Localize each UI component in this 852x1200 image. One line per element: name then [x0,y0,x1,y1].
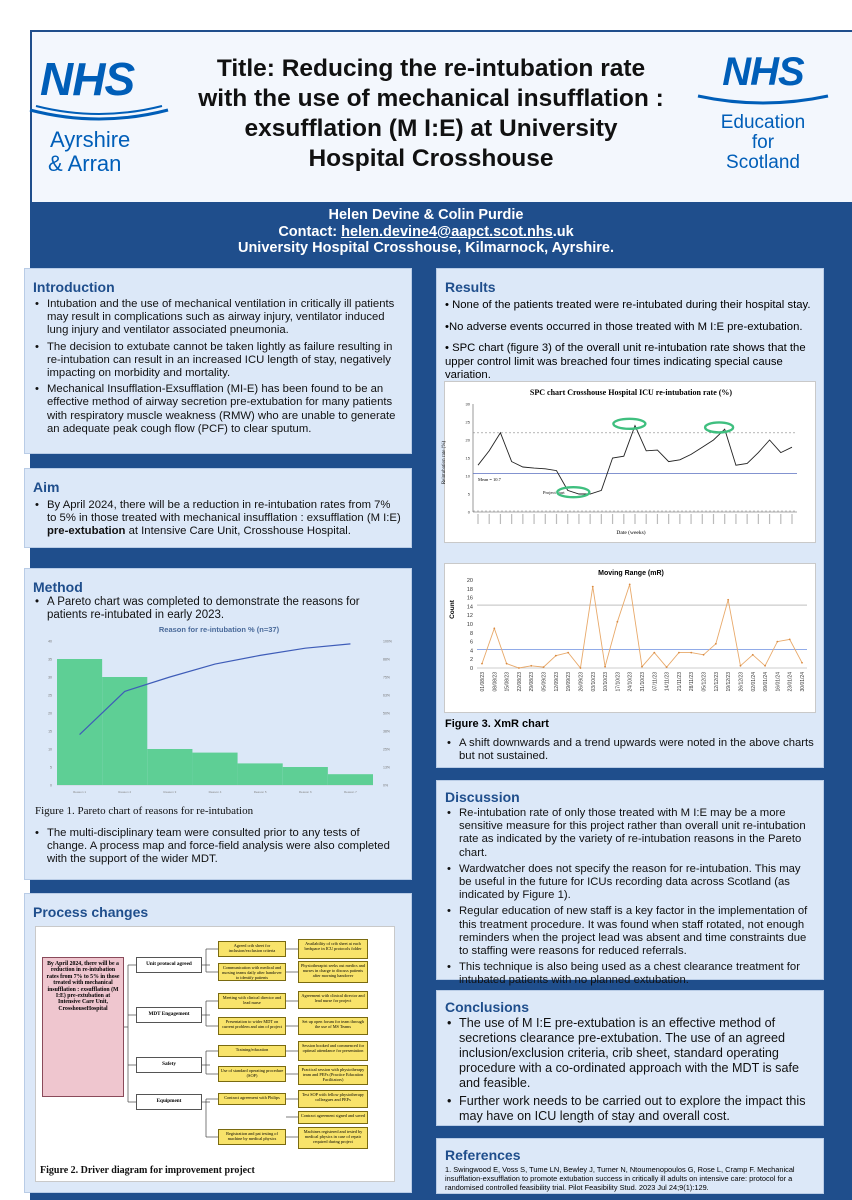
figure2-caption: Figure 2. Driver diagram for improvement project [40,1165,255,1176]
pareto-y-tick: 0 [50,783,52,788]
primary-driver: Safety [136,1057,202,1073]
pareto-y2-tick: 88% [383,657,391,662]
primary-driver: Equipment [136,1094,202,1110]
mr-y-tick: 18 [466,586,473,593]
change-idea: Test SOP with fellow physiotherapy colleagues and PEFs [298,1090,368,1108]
mr-point [715,643,717,645]
mr-point [567,652,569,654]
pareto-category-label: Reason 3 [163,790,177,794]
mr-date-label: 24/10/23 [627,672,634,692]
mr-point [481,663,483,665]
aim-text-end: at Intensive Care Unit, Crosshouse Hospital. [125,525,351,538]
change-idea: Availability of crib sheet at each bedspace in ICU protocols folder [298,939,368,959]
pareto-y-tick: 35 [48,657,52,662]
pareto-bar [192,753,237,785]
mr-date-label: 26/09/23 [578,672,585,692]
spc-xlabel: Date (weeks) [616,530,646,536]
pareto-category-label: Reason 7 [344,790,357,794]
mr-chart [444,563,816,713]
mr-date-label: 21/11/23 [676,672,683,692]
mr-point [703,654,705,656]
introduction-panel [24,268,412,454]
mr-y-tick: 6 [469,639,473,646]
references-title: References [445,1147,521,1163]
mr-date-label: 12/12/23 [713,672,720,692]
contact-label: Contact: [278,223,342,240]
mr-date-label: 26/12/23 [738,672,745,692]
intro-bullet: • The decision to extubate cannot be taken lightly as failure resulting in re-intubation can result in an increased ICU length of stay, negatively impacting on morbidity and mortality. [33,341,403,381]
mr-svg [445,564,817,714]
primary-driver: MDT Engagement [136,1007,202,1023]
spc-ylabel: Reintubation rate (%) [442,440,448,485]
results-bullet: •No adverse events occurred in those treated with M I:E pre-extubation. [445,320,803,333]
spc-y-tick: 5 [467,491,470,497]
arran-line: & Arran [48,151,122,176]
secondary-driver: Communication with medical and nursing teams daily after handover to identify patients [218,963,286,981]
poster-title: Title: Reducing the re-intubation rate with the use of mechanical insufflation : exsufflation (M I:E) at University Hospital Crosshouse [198,55,664,172]
discussion-title: Discussion [445,789,520,805]
mr-date-label: 28/11/23 [689,672,696,692]
mr-date-label: 05/09/23 [541,672,548,692]
mr-point [764,665,766,667]
change-idea: Agreement with clinical director and lead nurse for project [298,991,368,1009]
pareto-y2-tick: 38% [383,729,391,734]
mr-date-label: 19/12/23 [726,672,733,692]
aim-text: By April 2024, there will be a reduction in re-intubation rates from 7% to 5% in those treated with mechanical insufflation : exsufflation (M I:E) [47,499,401,525]
pareto-y2-tick: 63% [383,693,391,698]
mr-date-label: 17/10/23 [615,672,622,692]
results-title: Results [445,279,496,295]
spc-highlight-ellipse [613,419,645,429]
method-bullet: • A Pareto chart was completed to demonstrate the reasons for patients re-intubated in early 2023. [33,596,403,622]
pareto-y-tick: 40 [48,639,52,644]
pareto-bar [238,763,283,785]
authors-block [0,207,852,257]
spc-chart [444,381,816,543]
spc-project-label: Project start [543,490,565,495]
mr-date-label: 15/08/23 [504,672,511,692]
reference-item: 1. Swingwood E, Voss S, Tume LN, Bewley J, Turner N, Ntoumenopoulos G, Rose L, Cramp F. Mechanical insufflation-exsufflation to promote extubation success in critically ill adults on intensive care: protocol for a randomised controlled feasibility trial. Pilot Feasibility Stud. 2023 Jul 24;9(1):129. [445,1165,795,1192]
mr-y-tick: 16 [466,595,473,602]
mr-y-tick: 10 [466,622,473,628]
results-panel [436,268,824,768]
pareto-y-tick: 10 [48,747,52,752]
pareto-chart [35,625,403,805]
mr-y-tick: 14 [466,604,473,611]
aim-title: Aim [33,479,60,495]
mr-y-tick: 20 [466,578,473,584]
email-tail: .uk [552,223,574,240]
pareto-y-tick: 15 [48,729,52,734]
spc-y-tick: 20 [465,437,470,443]
results-text: No adverse events occurred in those treated with M I:E pre-extubation. [448,320,803,333]
mr-date-label: 14/11/23 [664,672,671,692]
mr-point [789,639,791,641]
change-idea: Practical session with physiotherapy team and PEFs (Practice Education Facilitators) [298,1065,368,1085]
pareto-y-tick: 25 [48,693,52,698]
nhs-logo-text: NHS [40,53,135,105]
intro-bullet: • Mechanical Insufflation-Exsufflation (MI-E) has been found to be an effective method of airway secretion pre-extubation for many patients with respiratory muscle weakness (RMW) who are unable to generate an adequate peak cough flow (PCF) to clear sputum. [33,383,403,436]
mr-point [543,666,545,668]
pareto-category-label: Reason 1 [73,790,86,794]
secondary-driver: Presentation to wider MDT on current problem and aim of project [218,1017,286,1035]
conclusions-bullet: • The use of M I:E pre-extubation is an effective method of secretions clearance pre-extubation. The use of an agreed inclusion/exclusion criteria, crib sheet, standard operating procedure with a co-ordinated approach with the MDT is safe and feasible. [445,1016,815,1091]
pareto-category-label: Reason 4 [208,790,222,794]
mr-point [727,599,729,601]
spc-y-tick: 10 [465,473,470,479]
spc-y-tick: 0 [467,509,470,515]
pareto-y-tick: 5 [50,765,52,770]
results-after-bullet: • A shift downwards and a trend upwards were noted in the above charts but not sustained. [445,737,817,763]
mr-point [604,666,606,668]
driver-diagram [35,926,395,1182]
discussion-bullet: • Wardwatcher does not specify the reason for re-intubation. This may be useful in the future for ICUs recording data across Scotland (as indicated by Figure 1). [445,863,815,903]
spc-svg [445,382,817,544]
change-idea: Session booked and commenced for optimal attendance for presentation [298,1041,368,1061]
mr-point [506,663,508,665]
results-bullet: • SPC chart (figure 3) of the overall unit re-intubation rate shows that the upper control limit was breached four times indicating special cause variation. [445,342,806,381]
mr-y-tick: 8 [469,630,473,637]
pareto-y-tick: 30 [48,675,52,680]
mr-y-tick: 0 [469,666,473,672]
mr-point [752,654,754,656]
secondary-driver: Contract agreement with Philips [218,1093,286,1105]
pareto-bar [147,749,192,785]
change-idea: Physiotherapist seeks out medics and nurses in charge to discuss patients after morning handover [298,961,368,983]
contact-email-link[interactable]: helen.devine4@aapct.scot.nhs [341,223,553,240]
results-text: SPC chart (figure 3) of the overall unit re-intubation rate shows that the upper control limit was breached four times indicating special cause variation. [445,342,806,381]
spc-series-line [478,426,792,494]
secondary-driver: Training/education [218,1045,286,1057]
nhs-logo-text-right: NHS [722,50,804,94]
mr-date-label: 22/08/23 [516,672,523,692]
results-text: None of the patients treated were re-intubated during their hospital stay. [452,299,811,311]
mr-date-label: 30/01/24 [800,672,806,692]
pareto-svg [35,635,403,805]
driver-aim-box: By April 2024, there will be a reduction in re-intubation rates from 7% to 5% in those treated with mechanical insufflation : exsufflation (M I:E) pre-extubation at Intensive Care Unit, CrosshouseHospital [42,957,124,1097]
process-title: Process changes [33,904,149,920]
mr-point [666,666,668,668]
mr-point [690,652,692,654]
pareto-bar [283,767,328,785]
results-bullet: • None of the patients treated were re-intubated during their hospital stay. [445,299,811,311]
education-line: Education [720,112,806,133]
spc-y-tick: 30 [465,401,470,407]
secondary-driver: Use of standard operating procedure (SOP) [218,1066,286,1082]
pareto-y2-tick: 0% [383,783,389,788]
mr-date-label: 03/10/23 [590,672,597,692]
pareto-y2-tick: 13% [383,765,391,770]
mr-y-tick: 2 [469,657,473,664]
pareto-y-tick: 20 [48,711,52,716]
pareto-y2-tick: 100% [383,639,392,644]
aim-panel [24,468,412,548]
method-bullet: • The multi-disciplinary team were consulted prior to any tests of change. A process map and force-field analysis were also completed with the support of the wider MDT. [33,827,403,867]
secondary-driver: Agreed crib sheet for inclusion/exclusion criteria [218,941,286,957]
mr-ylabel: Count [448,600,456,619]
pareto-category-label: Reason 5 [253,790,267,794]
nhs-education-logo [688,52,838,182]
spc-y-tick: 25 [465,419,470,425]
mr-point [555,655,557,657]
mr-point [740,665,742,667]
spc-y-tick: 15 [465,455,470,461]
mr-date-label: 19/09/23 [566,672,573,692]
change-idea: Machines registered and tested by medical physics in case of repair required during project [298,1127,368,1149]
mr-title: Moving Range (mR) [598,570,664,577]
spc-mean-label: Mean = 10.7 [478,477,501,482]
mr-date-label: 07/11/23 [652,672,659,692]
figure1-caption: Figure 1. Pareto chart of reasons for re-intubation [35,805,254,817]
pareto-y2-tick: 25% [383,747,391,752]
nhs-ayrshire-logo [26,52,176,182]
mr-date-label: 09/01/24 [763,672,770,692]
aim-text-bold: pre-extubation [47,525,126,538]
mr-point [641,666,643,668]
mr-point [518,667,520,669]
affiliation: University Hospital Crosshouse, Kilmarnock, Ayrshire. [237,240,615,256]
secondary-driver: Meeting with clinical director and lead nurse [218,993,286,1009]
mr-date-label: 08/08/23 [492,672,499,692]
intro-bullet: • Intubation and the use of mechanical ventilation in critically ill patients may result in complications such as airway injury, ventilator induced lung injury and ventilator associated pneumonia. [33,298,403,338]
mr-point [678,652,680,654]
mr-date-label: 23/01/24 [787,672,794,692]
pareto-title: Reason for re-intubation % (n=37) [158,625,280,634]
conclusions-title: Conclusions [445,999,530,1015]
method-title: Method [33,579,83,595]
discussion-bullet: • Regular education of new staff is a key factor in the implementation of this treatment procedure. It was found when staff rotated, not enough reminders when the project lead was absent and time constraints due to staffing were reasons for reduced referrals. [445,905,815,958]
mr-y-tick: 12 [466,613,473,620]
mr-point [530,665,532,667]
ayrshire-line: Ayrshire [50,127,131,152]
mr-point [580,667,582,669]
secondary-driver: Registration and pat testing of machine by medical physics [218,1129,286,1145]
process-panel [24,893,412,1193]
conclusions-bullet: • Further work needs to be carried out to explore the impact this may have on ICU length of stay and overall cost. [445,1094,815,1124]
mr-point [629,584,631,586]
mr-point [653,652,655,654]
aim-bullet [33,499,403,539]
mr-date-label: 16/01/24 [775,672,782,692]
mr-date-label: 31/10/23 [640,672,646,692]
saltire-swoosh-icon [28,104,170,128]
pareto-category-label: Reason 6 [298,790,312,794]
references-panel [436,1138,824,1194]
pareto-bar [57,659,102,785]
wave-icon [692,92,834,108]
for-line: for [751,132,775,153]
scotland-line: Scotland [726,152,800,173]
mr-date-label: 10/10/23 [603,672,610,692]
primary-driver: Unit protocol agreed [136,957,202,973]
pareto-y2-tick: 75% [383,675,391,680]
pareto-bar [328,774,373,785]
discussion-bullet: • Re-intubation rate of only those treated with M I:E may be a more sensitive measure for this project rather than overall unit re-intubation rate as indicated by the variety of re-intubation reasons in the Pareto chart. [445,807,815,860]
conclusions-panel [436,990,824,1126]
mr-date-label: 05/12/23 [701,672,708,692]
method-panel [24,568,412,880]
mr-point [616,621,618,623]
discussion-panel [436,780,824,987]
spc-highlight-ellipse [705,422,733,432]
mr-point [776,641,778,643]
contact-line [0,224,852,241]
discussion-bullet: • This technique is also being used as a chest clearance treatment for intubated patients with no planned extubation. [445,961,815,987]
mr-point [801,662,803,664]
pareto-bar [102,677,147,785]
author-names: Helen Devine & Colin Purdie [328,207,524,223]
mr-date-label: 01/08/23 [480,672,486,692]
mr-date-label: 29/08/23 [529,672,536,692]
change-idea: Contract agreement signed and saved [298,1111,368,1124]
mr-date-label: 12/09/23 [553,672,560,692]
pareto-y2-tick: 50% [383,711,391,716]
change-idea: Set up open forum for team through the use of MS Teams [298,1017,368,1035]
mr-date-label: 02/01/24 [750,672,757,692]
mr-y-tick: 4 [469,648,473,655]
figure3-caption: Figure 3. XmR chart [445,718,549,730]
pareto-category-label: Reason 2 [118,790,132,794]
mr-point [592,586,594,588]
mr-series-line [482,584,802,668]
mr-point [493,628,495,630]
introduction-title: Introduction [33,279,115,295]
spc-title: SPC chart Crosshouse Hospital ICU re-intubation rate (%) [529,388,733,397]
